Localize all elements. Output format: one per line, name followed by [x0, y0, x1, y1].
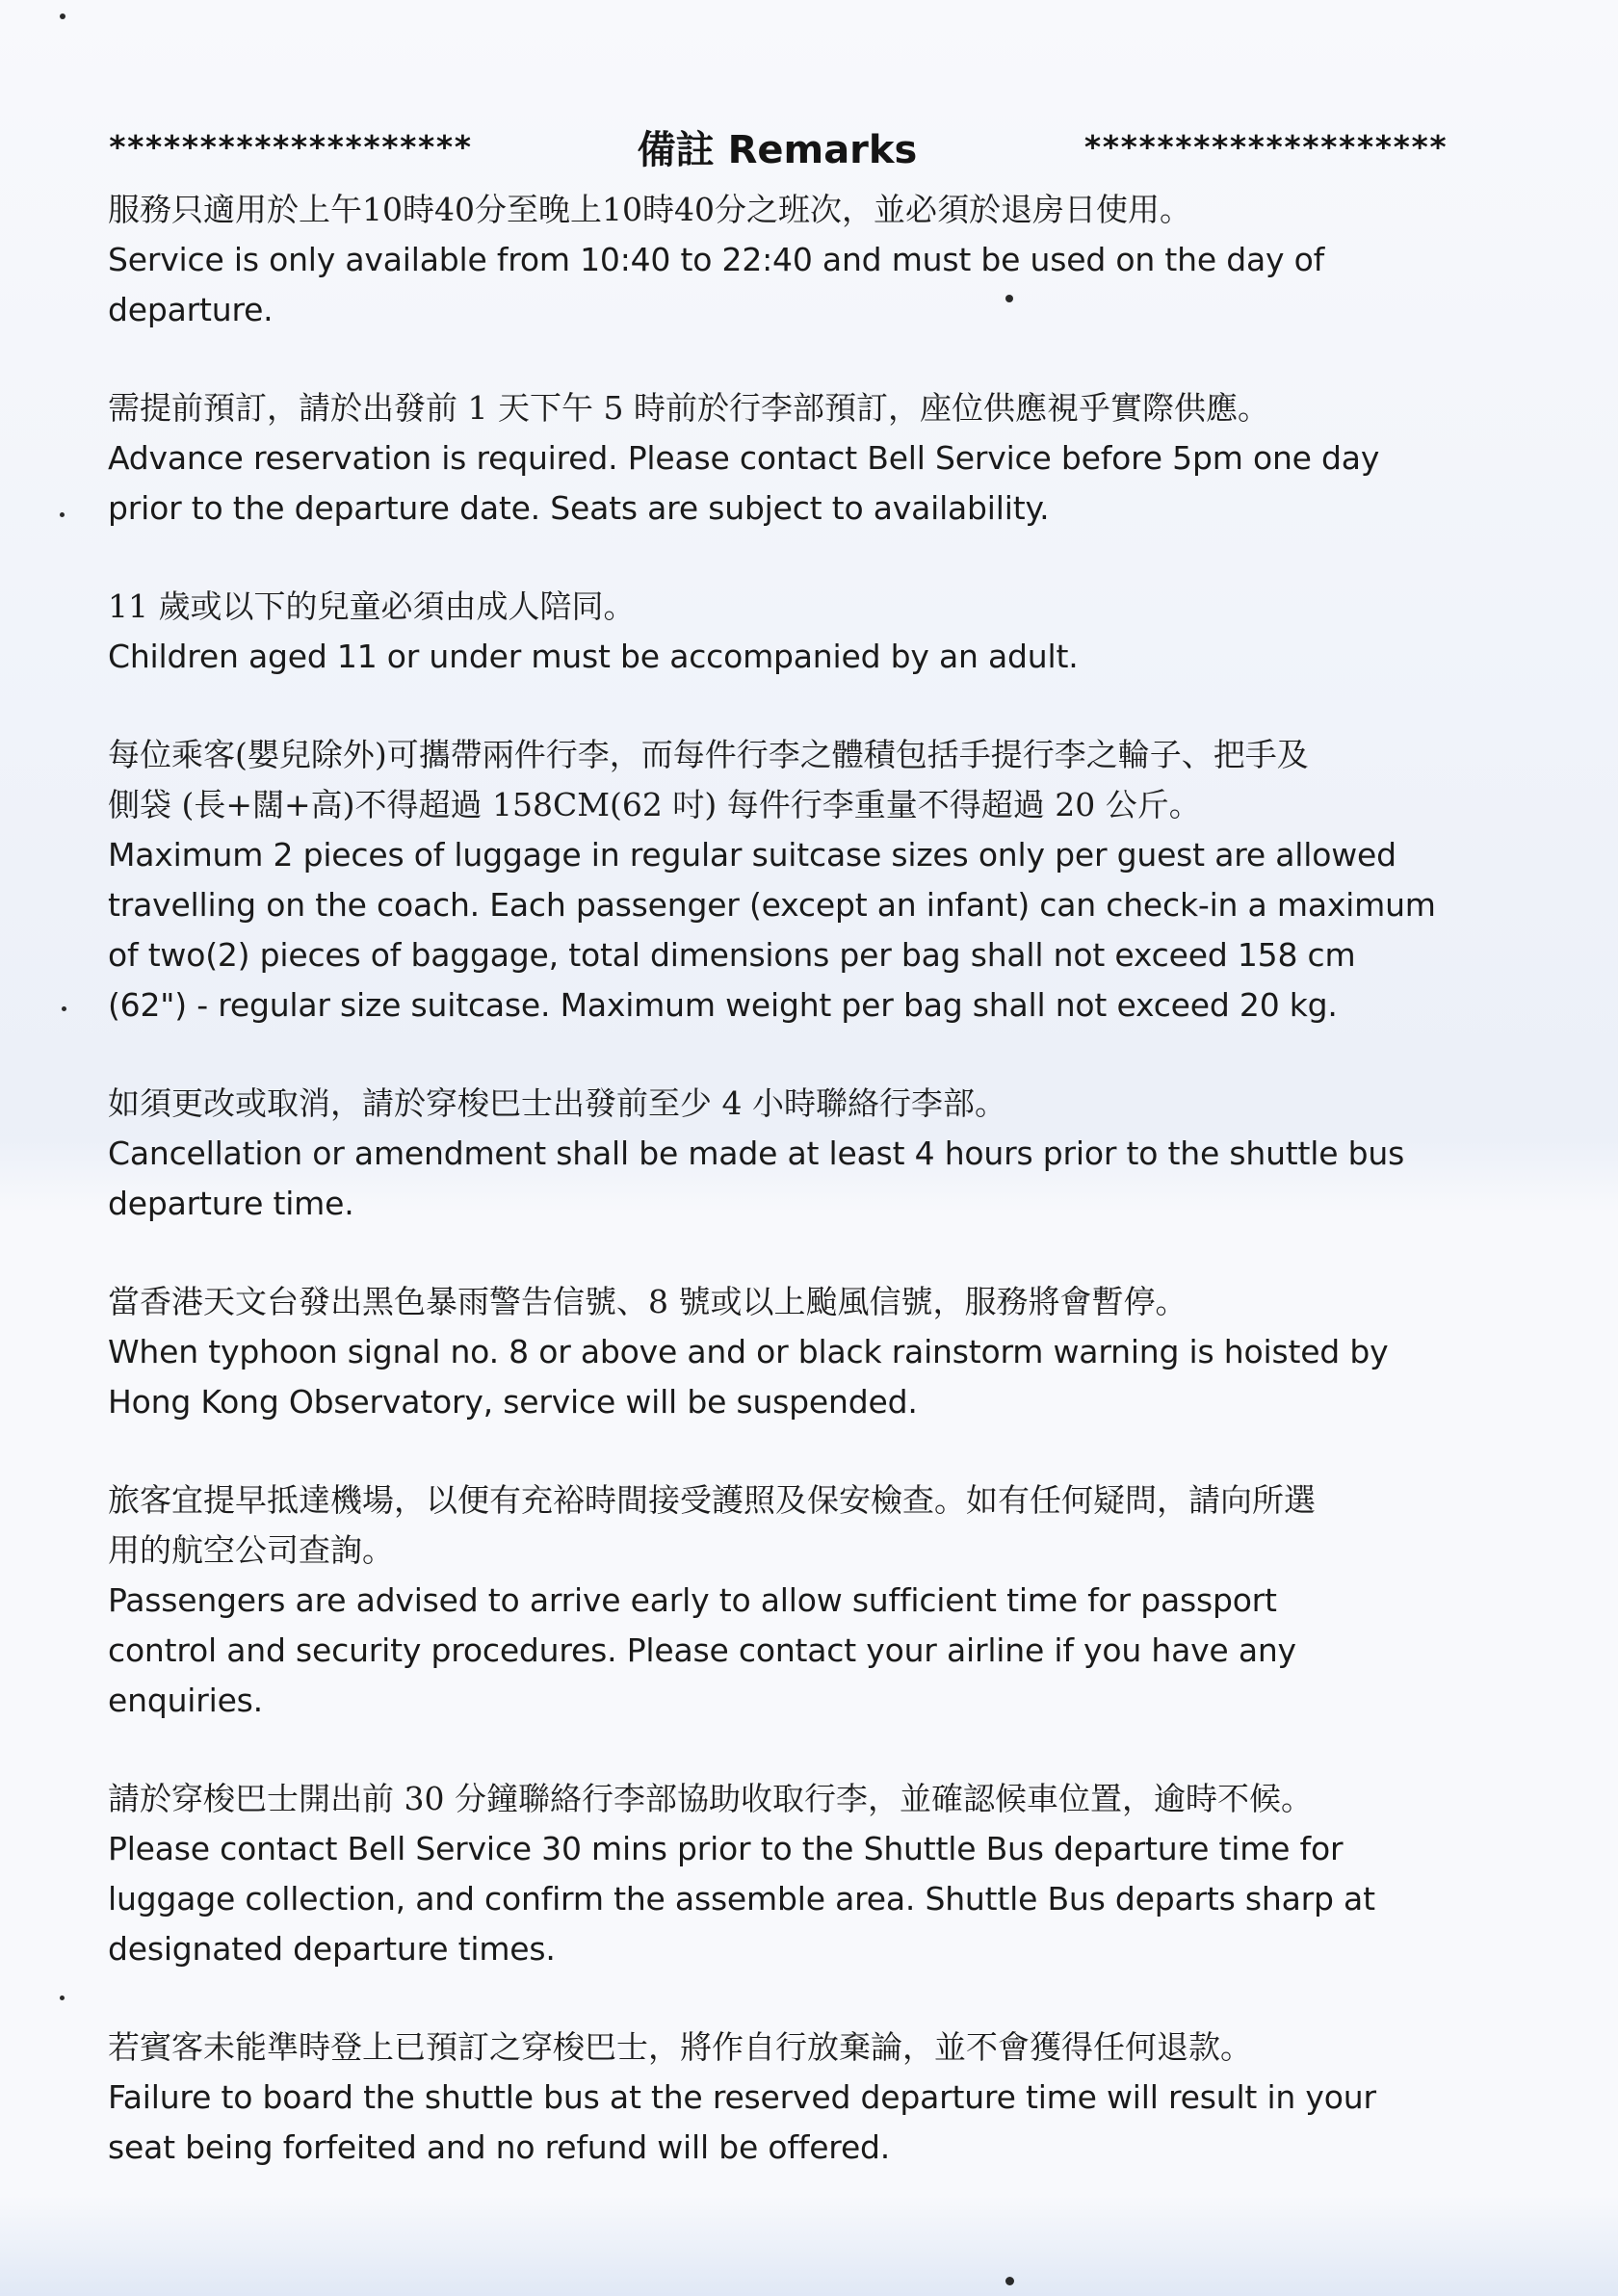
- remark-cancellation: [108, 1079, 1495, 1229]
- remark-zh-line: 每位乘客(嬰兒除外)可攜帶兩件行李，而每件行李之體積包括手提行李之輪子、把手及: [108, 736, 1309, 773]
- remark-en-line: Cancellation or amendment shall be made at least 4 hours prior to the shuttle bus: [108, 1135, 1405, 1172]
- remark-en-line: When typhoon signal no. 8 or above and or black rainstorm warning is hoisted by: [108, 1333, 1389, 1370]
- remarks-title: 備註 Remarks: [637, 127, 918, 172]
- remark-en-line: enquiries.: [108, 1682, 263, 1719]
- remark-typhoon: [108, 1277, 1495, 1427]
- remark-children: [108, 582, 1495, 682]
- remark-en-line: Passengers are advised to arrive early to allow sufficient time for passport: [108, 1581, 1277, 1619]
- remark-zh-line: 用的航空公司查詢。: [108, 1531, 394, 1569]
- remark-luggage-collection: [108, 1774, 1495, 1974]
- remark-en-line: departure time.: [108, 1185, 354, 1222]
- scan-speck: [62, 1006, 66, 1011]
- remark-advance-reservation: [108, 383, 1495, 534]
- scan-speck: [60, 1996, 65, 2000]
- remark-zh-line: 服務只適用於上午10時40分至晚上10時40分之班次，並必須於退房日使用。: [108, 191, 1191, 228]
- remark-no-refund: [108, 2022, 1495, 2173]
- remark-en-line: Advance reservation is required. Please contact Bell Service before 5pm one day: [108, 439, 1380, 477]
- remark-en-line: prior to the departure date. Seats are subject to availability.: [108, 489, 1050, 527]
- remark-en-line: Children aged 11 or under must be accompanied by an adult.: [108, 638, 1079, 675]
- header-stars-left: ********************: [108, 127, 472, 166]
- remark-zh-line: 需提前預訂，請於出發前 1 天下午 5 時前於行李部預訂，座位供應視乎實際供應。: [108, 389, 1269, 427]
- remark-luggage: [108, 730, 1495, 1031]
- remarks-document: [108, 108, 1495, 2173]
- remark-en-line: Please contact Bell Service 30 mins prior to the Shuttle Bus departure time for: [108, 1830, 1344, 1867]
- remark-zh-line: 11 歲或以下的兒童必須由成人陪同。: [108, 587, 636, 625]
- scan-speck: [60, 512, 65, 517]
- remark-zh-line: 如須更改或取消，請於穿梭巴士出發前至少 4 小時聯絡行李部。: [108, 1084, 1006, 1122]
- remark-en-line: luggage collection, and confirm the assemble area. Shuttle Bus departs sharp at: [108, 1880, 1375, 1918]
- remark-zh-line: 側袋 (長+闊+高)不得超過 158CM(62 吋) 每件行李重量不得超過 20 公斤。: [108, 786, 1201, 823]
- remark-en-line: Failure to board the shuttle bus at the reserved departure time will result in your: [108, 2078, 1376, 2116]
- remark-en-line: (62") - regular size suitcase. Maximum weight per bag shall not exceed 20 kg.: [108, 986, 1338, 1024]
- remark-zh-line: 若賓客未能準時登上已預訂之穿梭巴士，將作自行放棄論，並不會獲得任何退款。: [108, 2028, 1252, 2066]
- remark-zh-line: 請於穿梭巴士開出前 30 分鐘聯絡行李部協助收取行李，並確認候車位置，逾時不候。: [108, 1780, 1313, 1817]
- remark-zh-line: 當香港天文台發出黑色暴雨警告信號、8 號或以上颱風信號，服務將會暫停。: [108, 1283, 1187, 1320]
- remark-zh-line: 旅客宜提早抵達機場，以便有充裕時間接受護照及保安檢查。如有任何疑問，請向所選: [108, 1481, 1316, 1519]
- scan-speck: [1005, 2277, 1014, 2285]
- remark-arrive-early: [108, 1475, 1495, 1726]
- header-stars-right: ********************: [1083, 127, 1447, 166]
- remark-en-line: Maximum 2 pieces of luggage in regular suitcase sizes only per guest are allowed: [108, 836, 1396, 874]
- remark-en-line: control and security procedures. Please contact your airline if you have any: [108, 1631, 1296, 1669]
- remark-en-line: of two(2) pieces of baggage, total dimensions per bag shall not exceed 158 cm: [108, 936, 1356, 974]
- remark-en-line: Hong Kong Observatory, service will be suspended.: [108, 1383, 918, 1421]
- remark-service-hours: [108, 185, 1495, 335]
- remark-en-line: departure.: [108, 291, 274, 328]
- remark-en-line: seat being forfeited and no refund will be offered.: [108, 2128, 891, 2166]
- remark-en-line: Service is only available from 10:40 to 22:40 and must be used on the day of: [108, 241, 1325, 278]
- remark-en-line: designated departure times.: [108, 1930, 556, 1968]
- remarks-header: [108, 108, 1447, 185]
- remark-en-line: travelling on the coach. Each passenger (except an infant) can check-in a maximum: [108, 886, 1436, 924]
- scan-speck: [60, 13, 65, 19]
